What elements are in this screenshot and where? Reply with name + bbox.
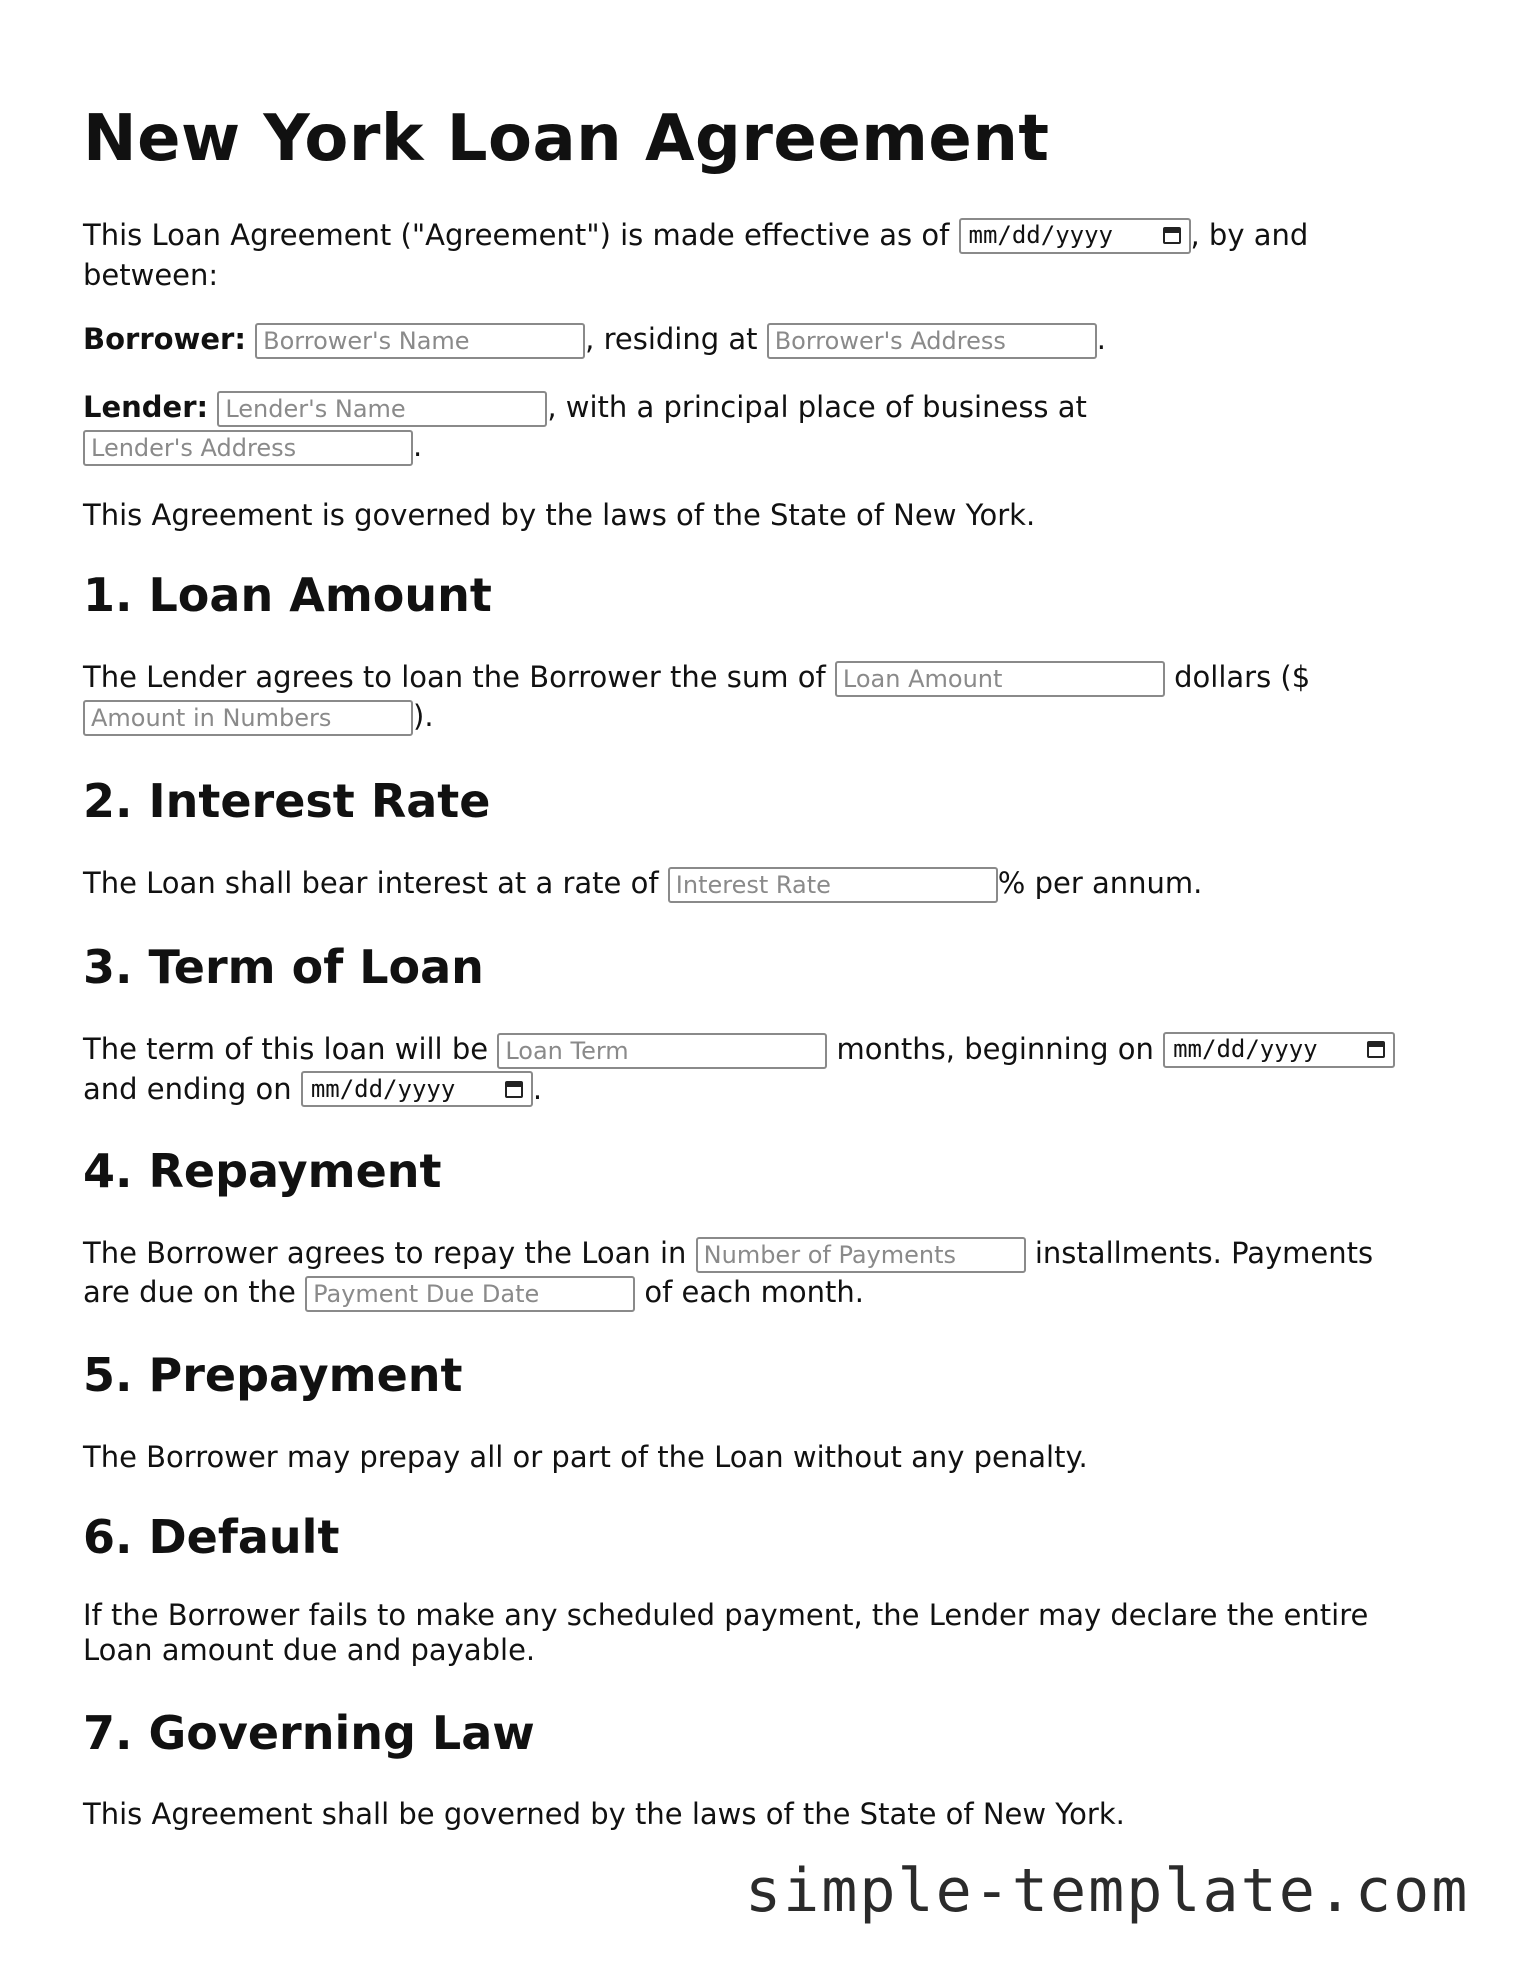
borrower-name-input[interactable] — [255, 323, 585, 359]
loan-amount-input[interactable] — [835, 661, 1165, 697]
section-heading-loan-amount: 1. Loan Amount — [83, 568, 492, 622]
loan-amount-paragraph: The Lender agrees to loan the Borrower the sum of Loan Amount dollars ($ Amount in Numbers). — [83, 658, 1423, 736]
section-heading-prepayment: 5. Prepayment — [83, 1348, 463, 1402]
lender-address-input[interactable] — [83, 430, 413, 466]
calendar-icon[interactable] — [1163, 227, 1181, 244]
interest-rate-input[interactable] — [668, 867, 998, 903]
calendar-icon[interactable] — [505, 1081, 523, 1098]
start-date-input[interactable]: mm/dd/yyyy — [1163, 1032, 1395, 1068]
lender-paragraph: Lender: Lender's Name , with a principal place of business at Lender's Address. — [83, 388, 1423, 466]
governing-law-paragraph: This Agreement shall be governed by the laws of the State of New York. — [83, 1797, 1125, 1831]
prepayment-paragraph: The Borrower may prepay all or part of the Loan without any penalty. — [83, 1440, 1088, 1474]
term-paragraph: The term of this loan will be Loan Term months, beginning on mm/dd/yyyy and ending on mm/dd/yyyy . — [83, 1030, 1423, 1109]
page-title: New York Loan Agreement — [83, 102, 1050, 176]
interest-rate-paragraph: The Loan shall bear interest at a rate of Interest Rate % per annum. — [83, 864, 1423, 903]
lender-name-input[interactable] — [217, 391, 547, 427]
watermark: simple-template.com — [745, 1856, 1470, 1926]
borrower-address-input[interactable] — [767, 323, 1097, 359]
section-heading-term: 3. Term of Loan — [83, 940, 484, 994]
intro-paragraph: This Loan Agreement ("Agreement") is made effective as of mm/dd/yyyy , by and between: — [83, 218, 1309, 292]
amount-in-numbers-input[interactable] — [83, 700, 413, 736]
section-heading-interest-rate: 2. Interest Rate — [83, 774, 491, 828]
number-of-payments-input[interactable] — [696, 1237, 1026, 1273]
section-heading-default: 6. Default — [83, 1510, 340, 1564]
end-date-input[interactable]: mm/dd/yyyy — [301, 1071, 533, 1107]
loan-term-input[interactable] — [497, 1033, 827, 1069]
default-paragraph: If the Borrower fails to make any scheduled payment, the Lender may declare the entire Loan amount due and payable. — [83, 1598, 1369, 1667]
payment-due-date-input[interactable] — [305, 1276, 635, 1312]
lender-label: Lender: — [83, 390, 209, 424]
effective-date-input[interactable]: mm/dd/yyyy — [959, 218, 1191, 254]
repayment-paragraph: The Borrower agrees to repay the Loan in Number of Payments installments. Payments are due on the Payment Due Date of each month. — [83, 1234, 1423, 1312]
governing-intro: This Agreement is governed by the laws of the State of New York. — [83, 498, 1036, 532]
borrower-paragraph: Borrower: Borrower's Name , residing at Borrower's Address . — [83, 320, 1423, 359]
section-heading-governing-law: 7. Governing Law — [83, 1706, 535, 1760]
section-heading-repayment: 4. Repayment — [83, 1144, 442, 1198]
calendar-icon[interactable] — [1367, 1041, 1385, 1058]
borrower-label: Borrower: — [83, 322, 246, 356]
